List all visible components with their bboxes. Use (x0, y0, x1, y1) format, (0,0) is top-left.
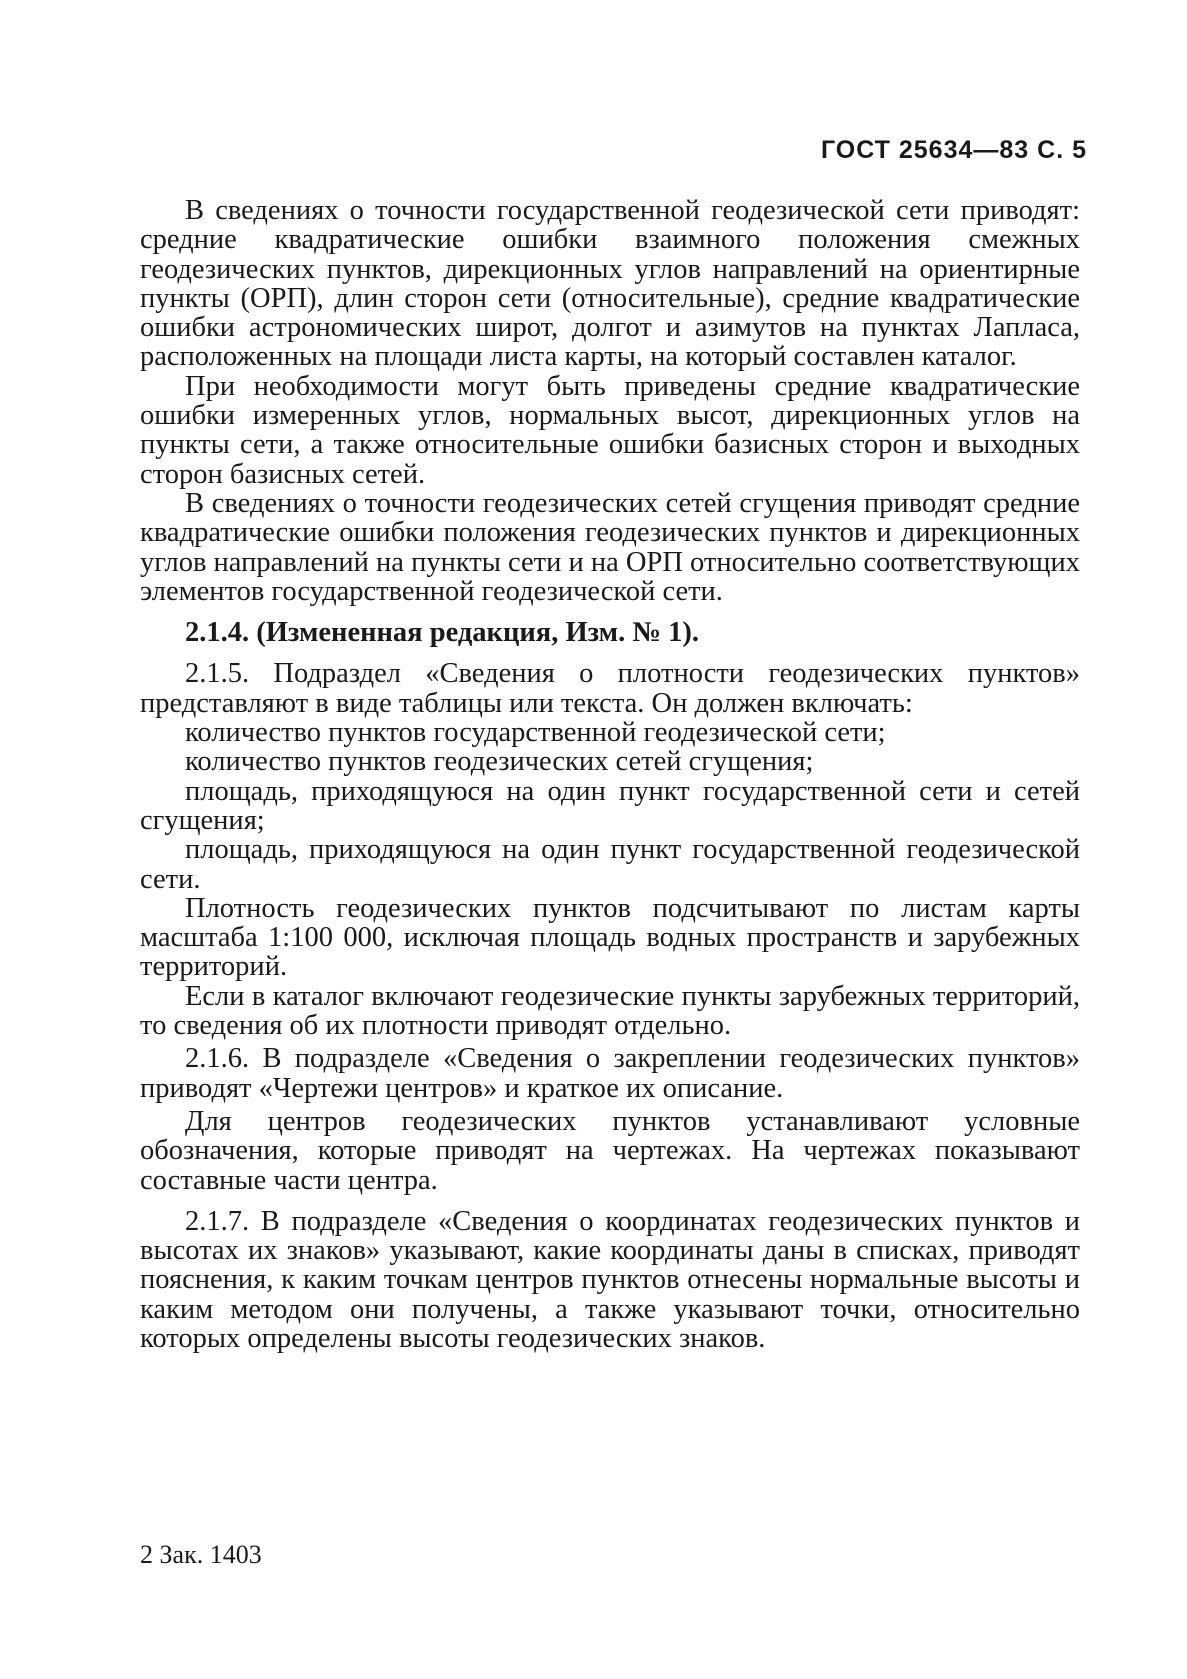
paragraph-accuracy-state-network: В сведениях о точности государственной геодезической сети приводят: средние квадратические ошибки взаимного положения смежных геодезических пунктов, дирекционных углов направлений на ориентирные пункты (ОРП), длин сторон сети (относительные), средние квадратические ошибки астрономических широт, долгот и азимутов на пунктах Лапласа, расположенных на площади листа карты, на который составлен каталог. (140, 195, 1080, 373)
list-item-densification-count: количество пунктов геодезических сетей сгущения; (185, 746, 814, 778)
clause-2-1-7: 2.1.7. В подразделе «Сведения о координатах геодезических пунктов и высотах их знаков» указывают, какие координаты даны в списках, приводят пояснения, к каким точкам центров пунктов отнесены нормальные высоты и каким методом они получены, а также указывают точки, относительно которых определены высоты геодезических знаков. (140, 1205, 1080, 1354)
document-body (140, 196, 1080, 1353)
paragraph-if-necessary: При необходимости могут быть приведены средние квадратические ошибки измеренных углов, нормальных высот, дирекционных углов на пункты сети, а также относительные ошибки базисных сторон и выходных сторон базисных сетей. (140, 370, 1080, 490)
list-item-area-per-point-all: площадь, приходящуюся на один пункт государственной сети и сетей сгущения; (140, 775, 1080, 836)
paragraph-foreign-territories: Если в каталог включают геодезические пункты зарубежных территорий, то сведения об их плотности приводят отдельно. (140, 980, 1080, 1042)
page-header: ГОСТ 25634—83 С. 5 (820, 136, 1087, 164)
paragraph-accuracy-densification: В сведениях о точности геодезических сетей сгущения приводят средние квадратические ошибки положения геодезических пунктов и дирекционных углов направлений на пункты сети и на ОРП относительно соответствующих элементов государственной геодезической сети. (140, 487, 1080, 607)
paragraph-center-symbols: Для центров геодезических пунктов устанавливают условные обозначения, которые приводят на чертежах. На чертежах показывают составные части центра. (140, 1105, 1080, 1196)
page-footer: 2 Зак. 1403 (140, 1540, 262, 1569)
paragraph-density-calculation: Плотность геодезических пунктов подсчитывают по листам карты масштаба 1:100 000, исключая площадь водных пространств и зарубежных территорий. (140, 892, 1080, 983)
list-item-area-per-point-state: площадь, приходящуюся на один пункт государственной геодезической сети. (140, 834, 1080, 895)
clause-2-1-5: 2.1.5. Подраздел «Сведения о плотности геодезических пунктов» представляют в виде таблицы или текста. Он должен включать: (140, 658, 1080, 719)
clause-2-1-6: 2.1.6. В подразделе «Сведения о закреплении геодезических пунктов» приводят «Чертежи центров» и краткое их описание. (140, 1043, 1080, 1104)
list-item-state-network-count: количество пунктов государственной геодезической сети; (185, 717, 886, 749)
clause-2-1-4: 2.1.4. (Измененная редакция, Изм. № 1). (185, 617, 699, 649)
